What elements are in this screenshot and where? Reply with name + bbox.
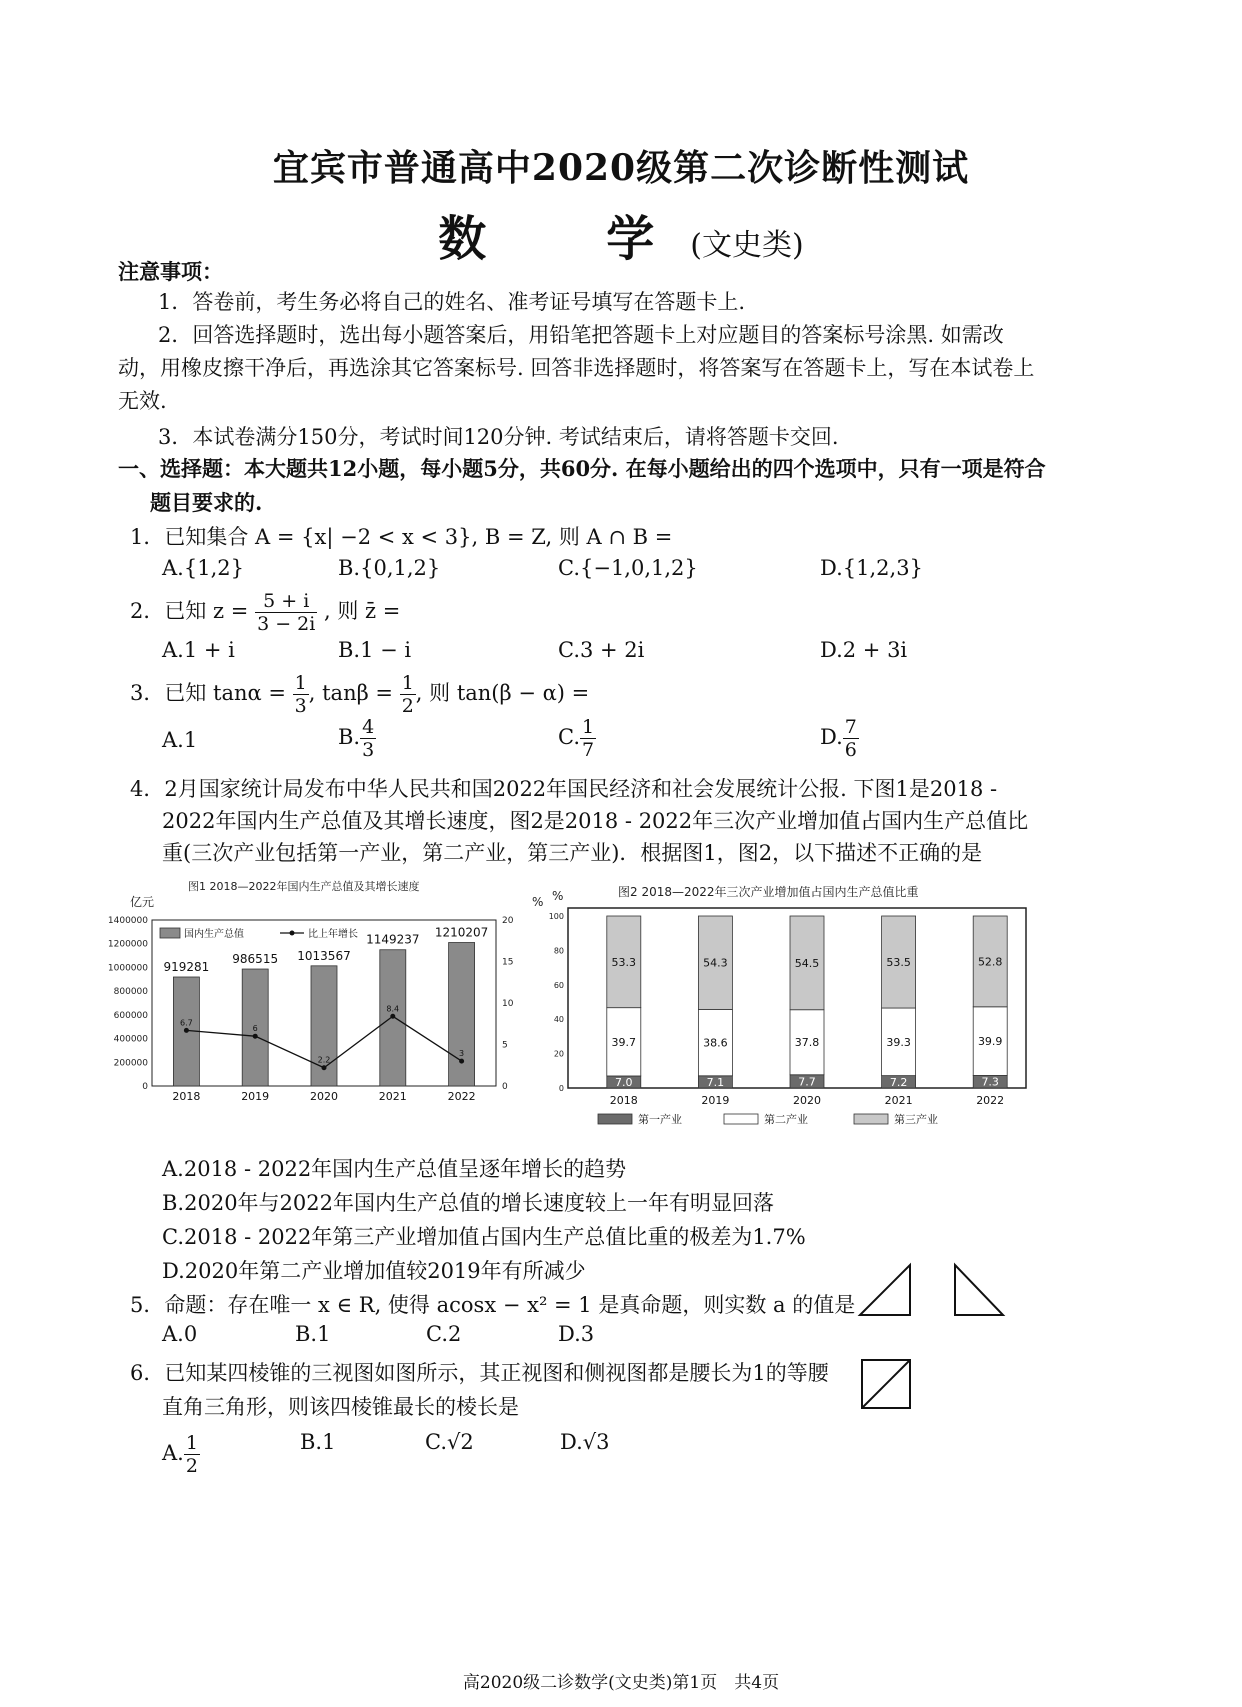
q3-prefix: 3．已知 tanα = — [130, 681, 286, 705]
chart-2-title: 图2 2018—2022年三次产业增加值占国内生产总值比重 — [618, 885, 919, 899]
q3-fraction-1 — [293, 672, 309, 717]
chart-1-growth-point — [253, 1034, 258, 1039]
q3-c-den: 7 — [582, 739, 595, 761]
chart-2-legend-swatch — [598, 1114, 632, 1124]
chart-1-growth-label: 6 — [252, 1024, 258, 1034]
q3-stem — [130, 672, 589, 717]
notice-item-2-cont: 动，用橡皮擦干净后，再选涂其它答案标号. 回答非选择题时，将答案写在答题卡上，写在本试卷上 — [118, 356, 1035, 380]
q3-option-c — [558, 716, 596, 761]
chart-1-bar-label: 1013567 — [297, 948, 351, 963]
q3-b-den: 3 — [362, 739, 375, 761]
chart-2-legend-label: 第二产业 — [764, 1113, 808, 1126]
chart-1-growth-point — [390, 1014, 395, 1019]
chart-1-y2tick: 20 — [502, 916, 514, 926]
q2-denominator: 3 − 2i — [257, 613, 316, 635]
chart-2-xtick: 2021 — [884, 1094, 913, 1107]
chart-1-ytick: 400000 — [113, 1034, 148, 1045]
chart-2-xtick: 2020 — [793, 1094, 821, 1107]
q2-prefix: 2．已知 z = — [130, 599, 249, 623]
q3-b-frac — [360, 716, 376, 761]
chart-1-growth-label: 3 — [459, 1049, 465, 1059]
q6-a-num: 1 — [185, 1432, 198, 1454]
q3-c-frac — [580, 716, 596, 761]
q6-option-d: D.√3 — [560, 1430, 610, 1454]
subject-name: 数 学 — [438, 211, 691, 267]
chart-1-y2tick: 10 — [502, 999, 514, 1009]
q2-option-b: B.1 − i — [338, 638, 412, 662]
chart-2-xtick: 2019 — [701, 1094, 730, 1107]
q1-option-d: D.{1,2,3} — [820, 556, 923, 580]
chart-2-legend — [598, 1112, 938, 1126]
chart-2-segment-label: 7.1 — [706, 1075, 725, 1089]
q5-option-d: D.3 — [558, 1322, 595, 1346]
q3-d-frac — [843, 716, 859, 761]
q4-option-d: D.2020年第二产业增加值较2019年有所减少 — [162, 1259, 586, 1283]
q3-c-label: C. — [558, 725, 580, 749]
chart-1-gdp — [108, 878, 548, 1110]
q4-line-3: 重(三次产业包括第一产业，第二产业，第三产业)．根据图1，图2，以下描述不正确的是 — [162, 841, 983, 865]
chart-1-growth-label: 6.7 — [180, 1018, 193, 1028]
chart-1-ytick: 1000000 — [108, 963, 148, 974]
chart-2-segment-label: 39.7 — [611, 1035, 637, 1049]
exam-title: 宜宾市普通高中2020级第二次诊断性测试 — [272, 147, 970, 189]
q6-a-den: 2 — [185, 1455, 198, 1477]
chart-2-segment-label: 52.8 — [977, 955, 1003, 969]
q2-stem — [130, 590, 400, 635]
chart-2-ytick: 80 — [553, 946, 564, 956]
chart-1-bar — [449, 943, 475, 1086]
chart-2-segment-label: 7.2 — [889, 1075, 908, 1089]
q3-d-num: 7 — [844, 716, 857, 738]
q3-c-num: 1 — [582, 716, 595, 738]
chart-1-ytick: 0 — [142, 1082, 148, 1092]
q1-option-b: B.{0,1,2} — [338, 556, 441, 580]
chart-2-segment-label: 37.8 — [794, 1036, 820, 1050]
front-view-triangle — [860, 1265, 910, 1315]
section-heading-cont: 题目要求的. — [150, 490, 263, 515]
q3-option-a: A.1 — [162, 728, 198, 752]
chart-1-ytick: 1200000 — [108, 939, 148, 950]
chart-1-ytick: 200000 — [113, 1058, 148, 1069]
q6-three-view-figure — [855, 1260, 1015, 1420]
chart-2-industry-share — [548, 878, 1036, 1128]
chart-1-y2tick: 5 — [502, 1040, 508, 1051]
q3-f2-den: 2 — [401, 695, 414, 717]
q4-line-1: 4．2月国家统计局发布中华人民共和国2022年国民经济和社会发展统计公报. 下图1是2018 - — [130, 777, 998, 801]
q5-option-c: C.2 — [426, 1322, 462, 1346]
chart-1-ytick: 1400000 — [108, 916, 148, 926]
q1-stem: 1．已知集合 A = {x| −2 < x < 3}, B = Z, 则 A ∩ B = — [130, 525, 673, 549]
q3-f1-den: 3 — [294, 695, 307, 717]
chart-2-ytick: 0 — [558, 1084, 564, 1093]
notice-item-3: 3．本试卷满分150分，考试时间120分钟. 考试结束后，请将答题卡交回. — [158, 425, 839, 449]
q3-d-den: 6 — [844, 739, 857, 761]
q2-option-d: D.2 + 3i — [820, 638, 908, 662]
chart-1-legend — [160, 927, 358, 940]
chart-1-bars — [163, 926, 488, 1103]
q2-option-a: A.1 + i — [162, 638, 235, 662]
chart-2-segment-label: 54.5 — [794, 956, 820, 970]
q1-option-c: C.{−1,0,1,2} — [558, 556, 698, 580]
q6-option-b: B.1 — [300, 1430, 336, 1454]
q5-option-a: A.0 — [162, 1322, 198, 1346]
chart-1-title: 图1 2018—2022年国内生产总值及其增长速度 — [188, 880, 420, 893]
chart-1-bar-label: 1149237 — [366, 932, 420, 947]
chart-2-segment-label: 39.3 — [886, 1035, 911, 1049]
chart-2-ytick: 20 — [553, 1049, 564, 1059]
q1-option-a: A.{1,2} — [162, 556, 244, 580]
chart-1-growth-point — [184, 1028, 189, 1033]
q2-option-c: C.3 + 2i — [558, 638, 645, 662]
chart-1-ytick: 600000 — [113, 1010, 148, 1021]
chart-2-ytick: 100 — [548, 912, 564, 921]
notice-item-1: 1．答卷前，考生务必将自己的姓名、准考证号填写在答题卡上. — [158, 290, 746, 314]
q2-fraction — [255, 590, 317, 635]
chart-1-xtick: 2020 — [310, 1090, 338, 1103]
chart-2-legend-label: 第一产业 — [638, 1113, 682, 1126]
chart-2-ytick: 40 — [553, 1015, 564, 1025]
chart-2-bars — [607, 916, 1007, 1107]
chart-1-bar-label: 1210207 — [434, 925, 489, 940]
chart-1-xtick: 2018 — [172, 1090, 201, 1103]
chart-2-legend-swatch — [854, 1114, 888, 1124]
chart-1-growth-point — [459, 1059, 464, 1064]
side-view-triangle — [955, 1265, 1003, 1315]
q3-f2-num: 1 — [401, 672, 414, 694]
chart-1-legend-bar-swatch — [160, 928, 180, 938]
q3-f1-num: 1 — [294, 672, 307, 694]
page-footer: 高2020级二诊数学(文史类)第1页 共4页 — [462, 1673, 780, 1693]
chart-2-ticks — [549, 912, 564, 1093]
chart-1-legend-bar-label: 国内生产总值 — [184, 929, 244, 940]
top-view-diagonal — [862, 1360, 910, 1408]
chart-2-segment-label: 53.5 — [886, 956, 911, 970]
q4-option-c: C.2018 - 2022年第三产业增加值占国内生产总值比重的极差为1.7% — [162, 1225, 806, 1249]
chart-1-legend-line-point — [290, 931, 295, 936]
q6-line-1: 6．已知某四棱锥的三视图如图所示，其正视图和侧视图都是腰长为1的等腰 — [130, 1361, 829, 1385]
q3-fraction-2 — [400, 672, 416, 717]
q5-option-b: B.1 — [295, 1322, 331, 1346]
chart-2-legend-label: 第三产业 — [894, 1113, 938, 1126]
q3-option-d — [820, 716, 859, 761]
chart-1-xtick: 2019 — [241, 1090, 270, 1103]
q2-numerator: 5 + i — [255, 590, 317, 613]
chart-2-segment-label: 38.6 — [703, 1036, 728, 1050]
q3-b-num: 4 — [362, 716, 375, 738]
q5-stem: 5．命题：存在唯一 x ∈ R, 使得 acosx − x² = 1 是真命题，则实数 a 的值是 — [130, 1293, 856, 1317]
chart-1-growth-point — [322, 1065, 327, 1070]
chart-2-segment-label: 7.3 — [981, 1075, 999, 1089]
chart-2-xtick: 2022 — [976, 1094, 1005, 1107]
chart-1-ylabel: 亿元 — [130, 895, 155, 909]
chart-2-segment-label: 53.3 — [611, 955, 637, 969]
q3-mid: , tanβ = — [308, 681, 394, 705]
q6-line-2: 直角三角形，则该四棱锥最长的棱长是 — [162, 1395, 519, 1419]
chart-1-y2tick: 15 — [502, 957, 514, 968]
q4-line-2: 2022年国内生产总值及其增长速度，图2是2018 - 2022年三次产业增加值占国内生产总值比 — [162, 809, 1029, 833]
q3-suffix: , 则 tan(β − α) = — [415, 681, 590, 705]
q2-suffix: , 则 z̄ = — [324, 599, 401, 623]
chart-1-y2tick: 0 — [502, 1082, 508, 1092]
q4-option-a: A.2018 - 2022年国内生产总值呈逐年增长的趋势 — [162, 1157, 627, 1181]
chart-1-bar-label: 986515 — [232, 952, 279, 967]
chart-2-segment-label: 54.3 — [703, 956, 728, 970]
notice-heading: 注意事项： — [118, 259, 223, 284]
chart-2-ytick: 60 — [553, 980, 564, 990]
q6-a-label: A. — [162, 1441, 184, 1465]
section-heading: 一、选择题：本大题共12小题，每小题5分，共60分. 在每小题给出的四个选项中，只有一项是符合 — [118, 456, 1046, 481]
notice-item-2-end: 无效. — [118, 389, 167, 413]
q3-option-b — [338, 716, 376, 761]
q6-option-a — [162, 1432, 200, 1477]
q3-d-label: D. — [820, 725, 843, 749]
chart-2-segment-label: 7.7 — [798, 1075, 816, 1089]
q4-option-b: B.2020年与2022年国内生产总值的增长速度较上一年有明显回落 — [162, 1191, 774, 1215]
chart-2-segment-label: 7.0 — [615, 1075, 633, 1089]
chart-2-segment-label: 39.9 — [977, 1035, 1003, 1049]
chart-1-legend-line-label: 比上年增长 — [308, 929, 358, 940]
q6-option-c: C.√2 — [425, 1430, 474, 1454]
chart-1-y2label: % — [532, 895, 544, 909]
q3-b-label: B. — [338, 725, 361, 749]
subject-type: (文史类) — [690, 228, 804, 263]
q6-a-frac — [184, 1432, 200, 1477]
chart-1-xtick: 2021 — [378, 1090, 407, 1103]
chart-1-xtick: 2022 — [447, 1090, 476, 1103]
notice-item-2: 2．回答选择题时，选出每小题答案后，用铅笔把答题卡上对应题目的答案标号涂黑. 如需改 — [158, 323, 1004, 347]
chart-1-bar-label: 919281 — [163, 959, 210, 974]
chart-1-growth-label: 8.4 — [386, 1004, 400, 1014]
chart-2-xtick: 2018 — [609, 1094, 638, 1107]
chart-1-growth-label: 2.2 — [317, 1055, 331, 1065]
chart-2-ylabel: % — [552, 889, 564, 903]
chart-1-ytick: 800000 — [113, 987, 148, 998]
chart-2-legend-swatch — [724, 1114, 758, 1124]
